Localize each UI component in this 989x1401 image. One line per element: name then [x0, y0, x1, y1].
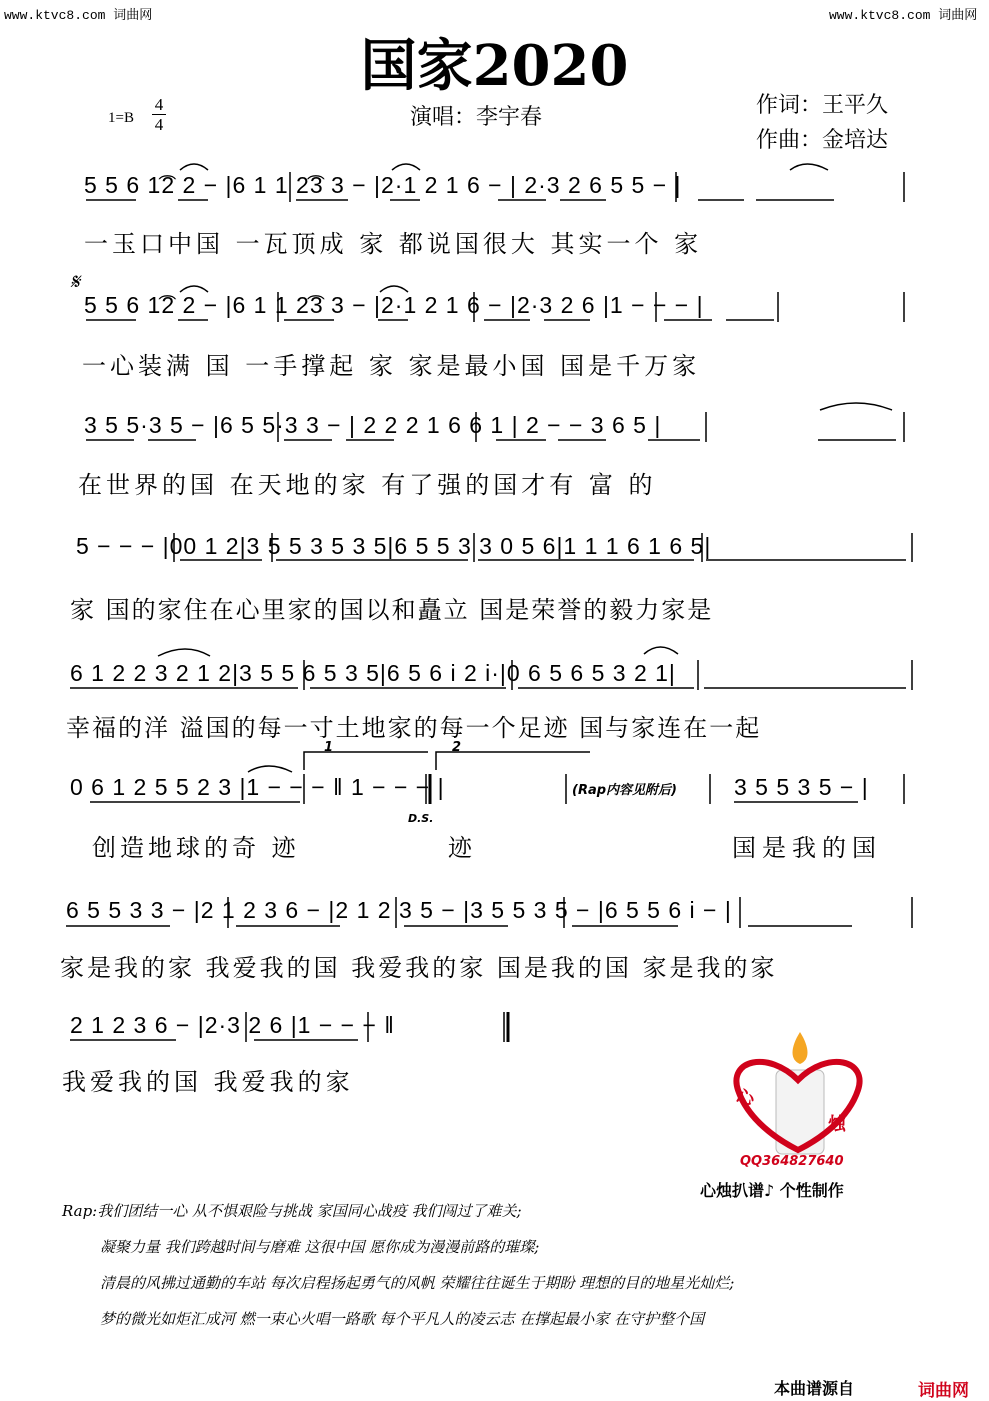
logo-char-left: 心 [736, 1088, 754, 1109]
segno-sign: 𝄋 [70, 270, 80, 295]
lyricist-credit: 作词：王平久 [756, 93, 889, 118]
volta-1-label: 1 [324, 740, 334, 755]
lyrics-row-6a: 创造地球的奇 迹 [92, 834, 300, 862]
footer-brand: 词曲网 [918, 1381, 969, 1401]
lyrics-row-6c: 国是我的国 [732, 834, 882, 862]
notation-row-4: 5 − − − |00 1 2|3 5 5 3 5 3 5|6 5 5 3 3 0 5 6|1 1 1 6 1 6 5| [76, 533, 712, 559]
rap-reference-note: (Rap内容见附后) [572, 783, 677, 798]
key-signature: 1=B [108, 110, 134, 126]
lyrics-row-8: 我爱我的国 我爱我的家 [62, 1068, 354, 1096]
candle-logo [728, 1030, 868, 1160]
notation-row-6: 0 6 1 2 5 5 2 3 |1 − − − ‖ 1 − − − | [70, 774, 445, 800]
notation-row-2: 5 5 6 1͡2 2 − |6 1 1 2͡3 3 − |2·1 2 1 6 − |2·3 2 6 |1 − − − | [84, 292, 704, 318]
rap-line-3: 清晨的风拂过通勤的车站 每次启程扬起勇气的风帆 荣耀往往诞生于期盼 理想的目的地星光灿烂; [100, 1274, 735, 1292]
notation-row-6-tail: 3 5 5 3 5 − | [734, 774, 869, 800]
flame-icon [793, 1032, 808, 1064]
rap-line-1: Rap:我们团结一心 从不惧艰险与挑战 家国同心战疫 我们闯过了难关; [62, 1202, 522, 1220]
notation-row-7: 6 5 5 3 3 − |2 1 2 3 6 − |2 1 2 3 5 − |3 5 5 3 5 − |6 5 5 6 i − | [66, 897, 732, 923]
site-watermark-left: www.ktvc8.com 词曲网 [4, 8, 153, 23]
logo-qq: QQ364827640 [740, 1154, 844, 1169]
song-title: 国家2020 [360, 33, 629, 99]
site-watermark-right: www.ktvc8.com 词曲网 [829, 8, 978, 23]
rap-line-4: 梦的微光如炬汇成河 燃一束心火唱一路歌 每个平凡人的凌云志 在撑起最小家 在守护整个国 [100, 1310, 705, 1328]
volta-2-label: 2 [452, 740, 462, 755]
lyrics-row-6b: 迹 [448, 834, 476, 862]
footer-source: 本曲谱源自 [774, 1379, 855, 1398]
notation-row-1: 5 5 6 1͡2 2 − |6 1 1 2͡3 3 − |2·1 2 1 6 − | 2·3 2 6 5 5 − | [84, 172, 682, 198]
lyrics-row-7: 家是我的家 我爱我的国 我爱我的家 国是我的国 家是我的家 [60, 954, 778, 982]
notation-row-3: 3 5 5·3 5 − |6 5 5·3 3 − | 2 2 2 1 6 6 1 | 2 − − 3 6 5 | [84, 412, 662, 438]
notation-row-5: 6 1 2 2 3 2 1 2|3 5 5 6 5 3 5|6 5 6 i 2 i·|0 6 5 6 5 3 2 1| [70, 660, 676, 686]
lyrics-row-2: 一心装满 国 一手撑起 家 家是最小国 国是千万家 [82, 352, 701, 380]
time-sig-top: 4 [154, 95, 164, 114]
composer-credit: 作曲：金培达 [756, 128, 889, 153]
lyrics-row-4: 家 国的家住在心里家的国以和矗立 国是荣誉的毅力家是 [70, 596, 714, 624]
notation-row-8: 2 1 2 3 6 − |2·3 2 6 |1 − − − ‖ [70, 1012, 395, 1038]
rap-line-2: 凝聚力量 我们跨越时间与磨难 这很中国 愿你成为漫漫前路的璀璨; [100, 1238, 540, 1256]
lyrics-row-3: 在世界的国 在天地的家 有了强的国才有 富 的 [78, 471, 657, 499]
ds-marking: D.S. [408, 812, 434, 825]
lyrics-row-5: 幸福的洋 溢国的每一寸土地家的每一个足迹 国与家连在一起 [66, 714, 762, 742]
singer-credit: 演唱：李宇春 [410, 105, 543, 130]
logo-tag: 心烛扒谱♪ 个性制作 [700, 1181, 844, 1200]
logo-char-right: 烛 [828, 1114, 846, 1135]
time-sig-bottom: 4 [154, 115, 164, 134]
lyrics-row-1: 一玉口中国 一瓦顶成 家 都说国很大 其实一个 家 [84, 230, 703, 258]
